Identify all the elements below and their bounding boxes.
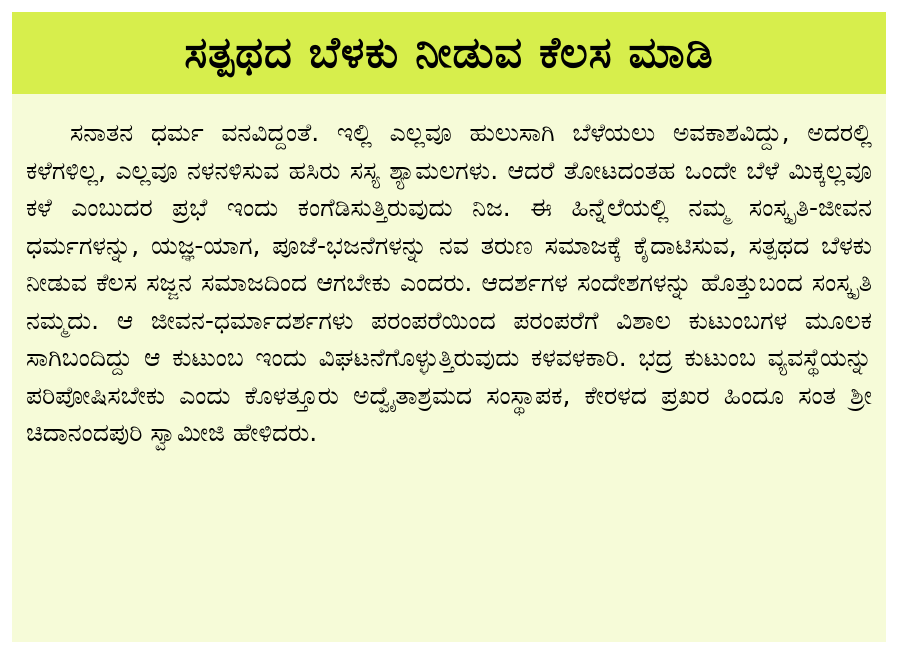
article-body: ಸನಾತನ ಧರ್ಮ ವನವಿದ್ದಂತೆ. ಇಲ್ಲಿ ಎಲ್ಲವೂ ಹುಲುಸಾಗಿ ಬೆಳೆಯಲು ಅವಕಾಶವಿದ್ದು, ಅದರಲ್ಲಿ ಕಳೆಗಳಿಲ್ಲ, ಎಲ್ಲವೂ ನಳನಳಿಸುವ ಹಸಿರು ಸಸ್ಯ ಶ್ಯಾಮಲಗಳು. ಆದರೆ ತೋಟದಂತಹ ಒಂದೇ ಬೆಳೆ ಮಿಕ್ಕಲ್ಲವೂ ಕಳೆ ಎಂಬುದರ ಪ್ರಭೆ ಇಂದು ಕಂಗೆಡಿಸುತ್ತಿರುವುದು ನಿಜ. ಈ ಹಿನ್ನೆಲೆಯಲ್ಲಿ ನಮ್ಮ ಸಂಸ್ಕೃತಿ-ಜೀವನ ಧರ್ಮಗಳನ್ನು, ಯಜ್ಞ-ಯಾಗ, ಪೂಜೆ-ಭಜನೆಗಳನ್ನು ನವ ತರುಣ ಸಮಾಜಕ್ಕೆ ಕೈದಾಟಿಸುವ, ಸತ್ಪಥದ ಬೆಳಕು ನೀಡುವ ಕೆಲಸ ಸಜ್ಜನ ಸಮಾಜದಿಂದ ಆಗಬೇಕು ಎಂದರು. ಆದರ್ಶಗಳ ಸಂದೇಶಗಳನ್ನು ಹೊತ್ತುಬಂದ ಸಂಸ್ಕೃತಿ ನಮ್ಮದು. ಆ ಜೀವನ-ಧರ್ಮಾದರ್ಶಗಳು ಪರಂಪರೆಯಿಂದ ಪರಂಪರೆಗೆ ವಿಶಾಲ ಕುಟುಂಬಗಳ ಮೂಲಕ ಸಾಗಿಬಂದಿದ್ದು ಆ ಕುಟುಂಬ ಇಂದು ವಿಘಟನೆಗೊಳ್ಳುತ್ತಿರುವುದು ಕಳವಳಕಾರಿ. ಭದ್ರ ಕುಟುಂಬ ವ್ಯವಸ್ಥೆಯನ್ನು ಪರಿಪೋಷಿಸಬೇಕು ಎಂದು ಕೊಳತ್ತೂರು ಅದ್ವೈತಾಶ್ರಮದ ಸಂಸ್ಥಾಪಕ, ಕೇರಳದ ಪ್ರಖರ ಹಿಂದೂ ಸಂತ ಶ್ರೀ ಚಿದಾನಂದಪುರಿ ಸ್ವಾಮೀಜಿ ಹೇಳಿದರು. (26, 118, 872, 447)
article-headline: ಸತ್ಪಥದ ಬೆಳಕು ನೀಡುವ ಕೆಲಸ ಮಾಡಿ (184, 28, 714, 78)
headline-banner (12, 12, 886, 94)
news-article-card (12, 12, 886, 642)
